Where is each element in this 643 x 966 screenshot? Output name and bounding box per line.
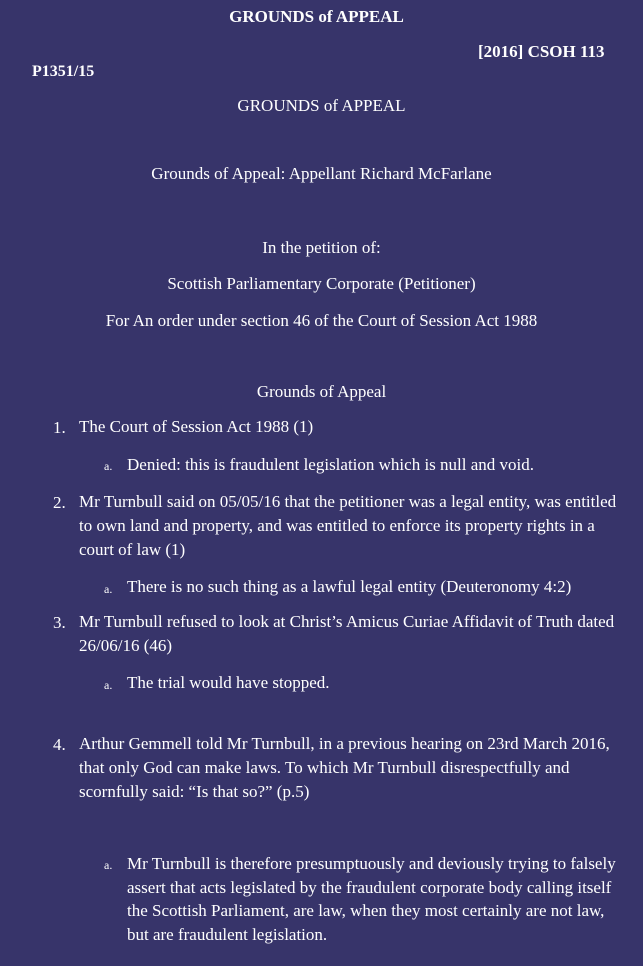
item-number: 4. <box>53 735 66 754</box>
sub-item-letter: a. <box>104 459 113 473</box>
grounds-title: Grounds of Appeal <box>256 382 387 401</box>
sub-item-letter: a. <box>104 858 113 872</box>
sub-item-text: Mr Turnbull is therefore presumptuously and deviously trying to falsely assert that acts legislated by the fraudulent corporate body calling itself the Scottish Parliament, are law, when they most certainly are not law, but are fraudulent legislation. <box>127 854 616 944</box>
item-number: 1. <box>53 418 66 437</box>
item-number: 3. <box>53 613 66 632</box>
item-number: 2. <box>53 493 66 512</box>
sub-item-letter: a. <box>104 582 113 596</box>
document-heading: GROUNDS of APPEAL <box>237 96 406 115</box>
sub-item-text: Denied: this is fraudulent legislation which is null and void. <box>127 455 534 474</box>
item-text: Arthur Gemmell told Mr Turnbull, in a previous hearing on 23rd March 2016, that only God can make laws. To which Mr Turnbull disrespectfully and scornfully said: “Is that so?” (p.5) <box>79 734 610 801</box>
sub-item-text: There is no such thing as a lawful legal entity (Deuteronomy 4:2) <box>127 577 572 596</box>
appellant-subheading: Grounds of Appeal: Appellant Richard McFarlane <box>151 164 492 183</box>
item-text: Mr Turnbull refused to look at Christ’s Amicus Curiae Affidavit of Truth dated 26/06/16 (46) <box>79 612 615 655</box>
item-text: Mr Turnbull said on 05/05/16 that the petitioner was a legal entity, was entitled to own land and property, and was entitled to enforce its property rights in a court of law (1) <box>79 492 617 559</box>
sub-item-letter: a. <box>104 678 113 692</box>
item-text: The Court of Session Act 1988 (1) <box>79 417 314 436</box>
petitioner-name: Scottish Parliamentary Corporate (Petitioner) <box>167 274 476 293</box>
sub-item-text: The trial would have stopped. <box>127 673 330 692</box>
order-description: For An order under section 46 of the Court of Session Act 1988 <box>105 311 538 330</box>
page-header-title: GROUNDS of APPEAL <box>229 7 404 26</box>
petition-intro: In the petition of: <box>262 238 381 257</box>
case-citation: [2016] CSOH 113 <box>478 42 605 61</box>
case-number: P1351/15 <box>32 63 95 80</box>
